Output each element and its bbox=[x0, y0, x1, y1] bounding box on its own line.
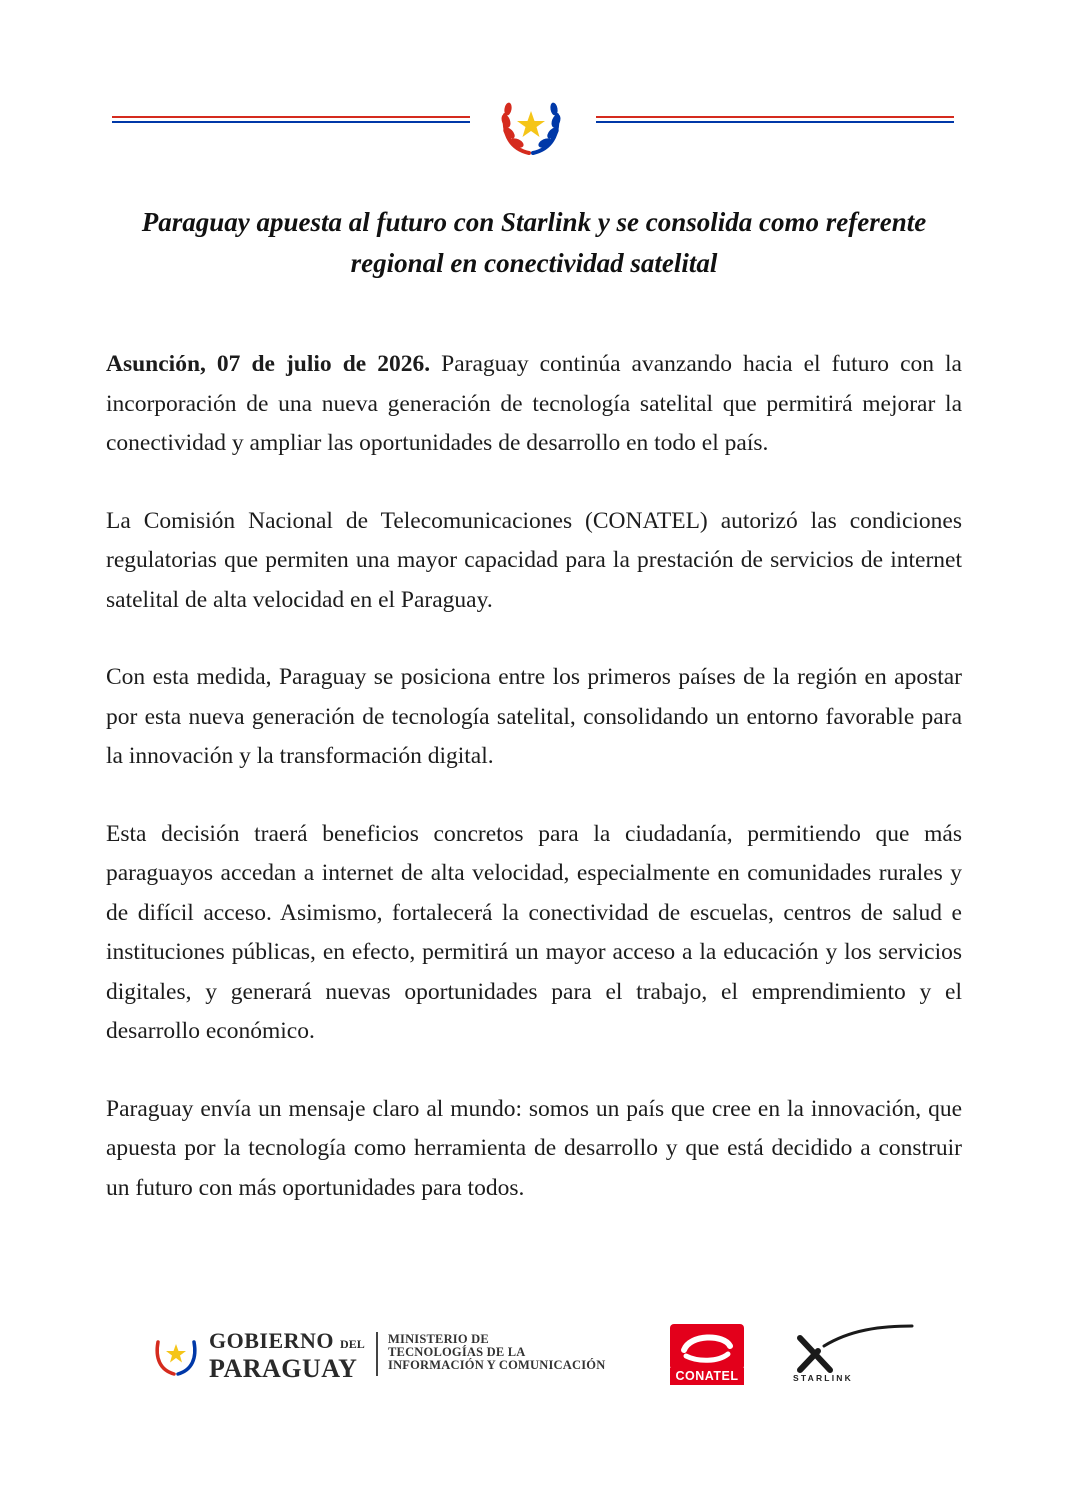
gobierno-del: DEL bbox=[340, 1337, 365, 1351]
paraguay-star-laurel-icon bbox=[497, 91, 565, 159]
paragraph-3: Con esta medida, Paraguay se posiciona entre los primeros países de la región en apostar por esta nueva generación de tecnología satelital, consolidando un entorno favorable para la innovación y la transformación digital. bbox=[106, 664, 962, 769]
document-body bbox=[106, 345, 962, 1246]
gobierno-seal-icon bbox=[152, 1330, 200, 1378]
mitic-line2: TECNOLOGÍAS DE LA bbox=[388, 1345, 526, 1359]
mitic-line1: MINISTERIO DE bbox=[388, 1332, 489, 1346]
document-title: Paraguay apuesta al futuro con Starlink y se consolida como referente regional en conectividad satelital bbox=[141, 207, 927, 278]
paragraph-1 bbox=[106, 345, 962, 464]
header-rule-left bbox=[112, 116, 470, 126]
paragraph-5: Paraguay envía un mensaje claro al mundo: somos un país que cree en la innovación, que apuesta por la tecnología como herramienta de desarrollo y que está decidido a construir un futuro con más oportunidades para todos. bbox=[106, 1095, 962, 1201]
gobierno-wordmark bbox=[209, 1330, 365, 1383]
mitic-wordmark bbox=[388, 1333, 605, 1372]
gobierno-line1: GOBIERNO bbox=[209, 1328, 335, 1353]
footer-divider bbox=[376, 1332, 378, 1376]
gobierno-line2: PARAGUAY bbox=[209, 1354, 358, 1383]
conatel-name: CONATEL bbox=[670, 1368, 744, 1385]
paragraph-2: La Comisión Nacional de Telecomunicaciones (CONATEL) autorizó las condiciones regulatorias que permiten una mayor capacidad para la prestación de servicios de internet satelital de alta velocidad en el Paraguay. bbox=[106, 507, 962, 613]
starlink-name: STARLINK bbox=[793, 1373, 853, 1383]
starlink-x-icon bbox=[790, 1324, 914, 1374]
mitic-line3: INFORMACIÓN Y COMUNICACIÓN bbox=[388, 1358, 606, 1372]
footer-logos bbox=[0, 1318, 1068, 1398]
header-rule-right bbox=[596, 116, 954, 126]
paragraph-4: Esta decisión traerá beneficios concretos para la ciudadanía, permitiendo que más paraguayos accedan a internet de alta velocidad, especialmente en comunidades rurales y de difícil acceso. Asimismo, fortalecerá la conectividad de escuelas, centros de salud e instituciones públicas, en efecto, permitirá un mayor acceso a la educación y los servicios digitales, y generará nuevas oportunidades para el trabajo, el emprendimiento y el desarrollo económico. bbox=[106, 820, 962, 1044]
dateline: Asunción, 07 de julio de 2026. bbox=[106, 351, 431, 377]
paragraph-1-text: Paraguay continúa avanzando hacia el futuro con la incorporación de una nueva generación de tecnología satelital que permitirá mejorar la conectividad y ampliar las oportunidades de desarrollo en todo el país. bbox=[106, 351, 962, 456]
